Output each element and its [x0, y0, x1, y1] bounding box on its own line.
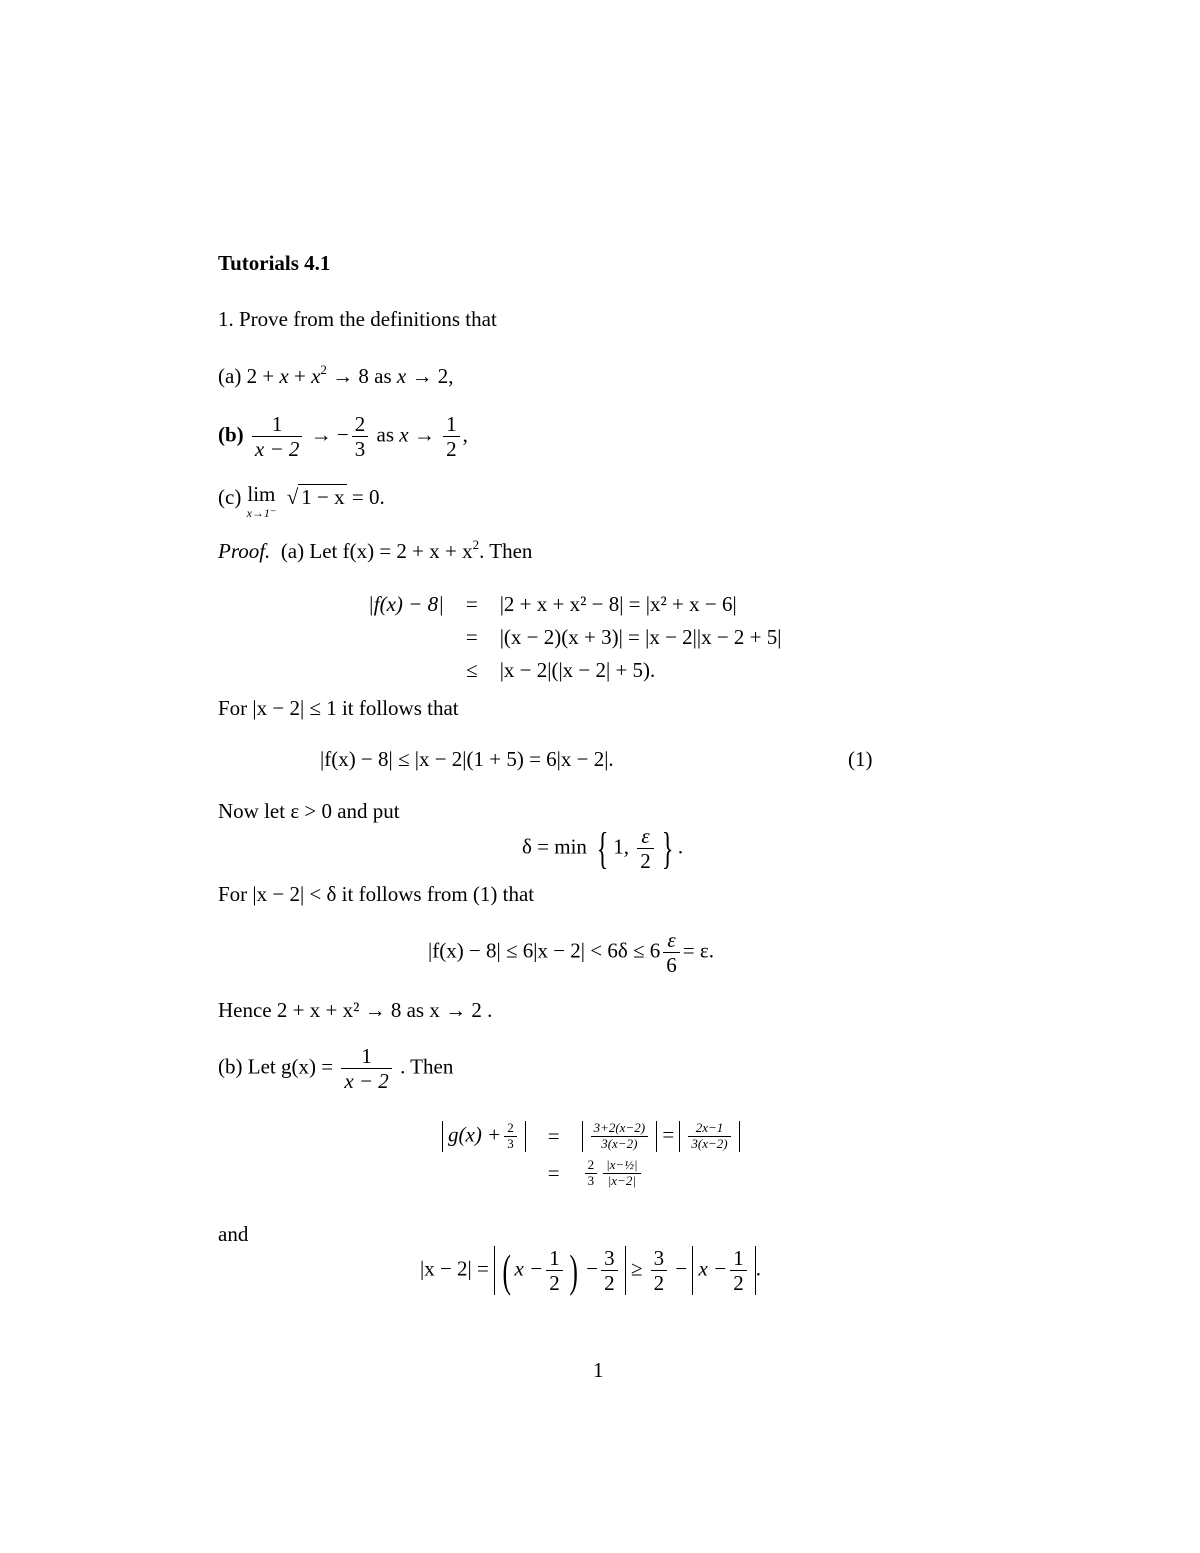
problem-intro: 1. Prove from the definitions that	[218, 307, 497, 331]
fraction: $\frac{3+2(x-2)}{3(x-2)}$	[591, 1121, 648, 1152]
proof-label: Proof.	[218, 539, 271, 563]
fraction: $\frac{1}{2}$	[730, 1246, 747, 1295]
equation-array-a: |f(x) − 8| = |2 + x + x² − 8| = |x² + x − 6| = |(x − 2)(x + 3)| = |x − 2||x − 2 + 5| ≤ |x − 2|(|x − 2| + 5).	[368, 592, 782, 682]
fraction: $\frac{\varepsilon}{6}$	[663, 928, 680, 977]
and-word: and	[218, 1222, 249, 1246]
fraction: $\frac{2x-1}{3(x-2)}$	[688, 1121, 730, 1152]
fraction: $\frac{1}{2}$	[443, 412, 460, 461]
proof-a-intro: Proof. (a) Let $f(x) = 2 + x + x^2$. Then	[218, 537, 533, 563]
page-number: 1	[593, 1358, 604, 1382]
hence-line: Hence 2 + x + x² → 8 as x → 2 .	[218, 998, 493, 1022]
delta-definition: δ = min { 1, $\frac{\varepsilon}{2}$ } .	[522, 823, 684, 874]
fraction: $\frac{2}{3}$	[504, 1121, 517, 1152]
for-line-1: For |x − 2| ≤ 1 it follows that	[218, 696, 459, 720]
fraction: $\frac{3}{2}$	[651, 1246, 668, 1295]
part-a-statement: (a) $2 + x + x^2 \to 8$ as x → 2,	[218, 362, 454, 388]
final-inequality: |x − 2| = ( x − $\frac{1}{2}$ ) − $\frac{3}{2}$ ≥ $\frac{3}{2}$ − x − $\frac{1}{2}$ .	[420, 1244, 761, 1296]
numbered-equation: |f(x) − 8| ≤ |x − 2|(1 + 5) = 6|x − 2|.	[320, 747, 614, 771]
equation-number: (1)	[848, 747, 873, 771]
proof-b-intro: (b) Let g(x) = $\frac{1}{x - 2}$ . Then	[218, 1044, 454, 1094]
fraction: $\frac{2}{3}$	[585, 1158, 598, 1189]
fraction: $\frac{1}{x - 2}$	[252, 412, 303, 461]
fraction: $\frac{2}{3}$	[352, 412, 369, 461]
for-line-2: For |x − 2| < δ it follows from (1) that	[218, 882, 535, 906]
fraction: $\frac{1}{2}$	[546, 1246, 563, 1295]
fraction: $\frac{\text{|x−½|}}{|x-2|}$	[603, 1158, 640, 1189]
part-b-statement: (b) $\frac{1}{x - 2}$ → − $\frac{2}{3}$ as x → $\frac{1}{2}$ ,	[218, 412, 468, 462]
fraction: $\frac{1}{x - 2}$	[341, 1044, 392, 1093]
part-c-statement: (c) lim x→1⁻ √ 1 − x = 0.	[218, 482, 385, 520]
fraction: $\frac{3}{2}$	[601, 1246, 618, 1295]
epsilon-chain: |f(x) − 8| ≤ 6|x − 2| < 6δ ≤ 6 $\frac{\varepsilon}{6}$ = ε.	[428, 928, 714, 978]
fraction: $\frac{\varepsilon}{2}$	[637, 824, 654, 873]
now-let-line: Now let ε > 0 and put	[218, 799, 400, 823]
page-title: Tutorials 4.1	[218, 251, 331, 275]
equation-array-b: g(x) + $\frac{2}{3}$ = $\frac{3+2(x-2)}{3(x-2)}$ = $\frac{2x-1}{3(x-2)}$ = $\frac{2}{3}$ $\frac{\text{|x−½|}}{|x-2|}$	[442, 1118, 740, 1192]
